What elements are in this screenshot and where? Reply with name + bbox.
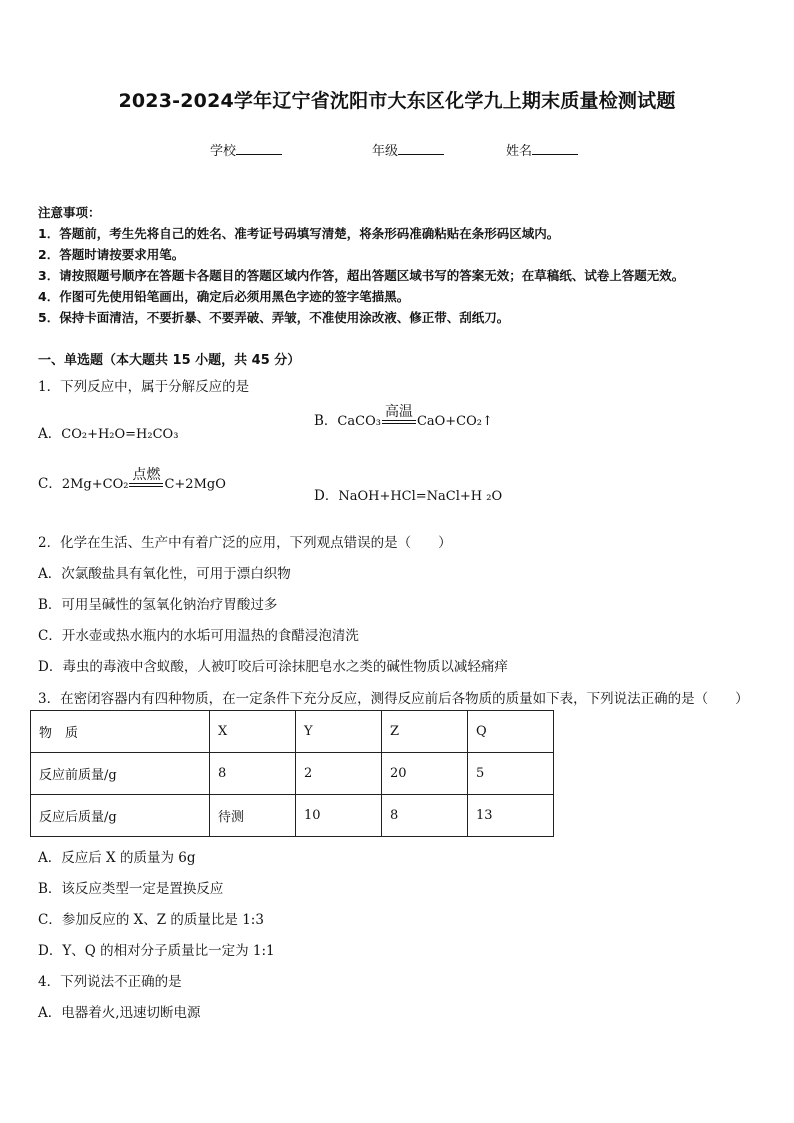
q2-option: C．开水壶或热水瓶内的水垢可用温热的食醋浸泡清洗 <box>38 628 359 644</box>
q3-option: B．该反应类型一定是置换反应 <box>38 881 224 897</box>
q1-option-b <box>314 404 493 429</box>
q3-option: A．反应后 X 的质量为 6g <box>38 850 196 866</box>
table-cell: 待测 <box>210 795 296 837</box>
page-title: 2023-2024学年辽宁省沈阳市大东区化学九上期末质量检测试题 <box>118 90 676 112</box>
notice-item: 4．作图可先使用铅笔画出，确定后必须用黑色字迹的签字笔描黑。 <box>38 289 410 304</box>
table-row <box>31 795 554 837</box>
table-cell: Z <box>382 711 468 753</box>
mass-table <box>30 710 554 837</box>
notice-item: 2．答题时请按要求用笔。 <box>38 247 185 262</box>
table-cell: 反应后质量/g <box>31 795 210 837</box>
table-cell: Y <box>296 711 382 753</box>
option-label: B． <box>314 413 338 429</box>
table-cell: 物 质 <box>31 711 210 753</box>
condition-text: 点燃 <box>132 467 161 483</box>
q4-option: A．电器着火,迅速切断电源 <box>38 1005 201 1021</box>
grade-blank <box>398 142 444 155</box>
reaction-condition <box>382 404 416 429</box>
option-label: C． <box>38 476 62 492</box>
table-cell: 8 <box>210 753 296 795</box>
equals-sign <box>129 483 163 487</box>
q1-option-d <box>314 484 502 504</box>
notice-item: 5．保持卡面清洁，不要折暴、不要弄破、弄皱，不准使用涂改液、修正带、刮纸刀。 <box>38 310 510 325</box>
equals-sign <box>382 420 416 424</box>
q3-option: C．参加反应的 X、Z 的质量比是 1:3 <box>38 912 264 928</box>
section-heading: 一、单选题（本大题共 15 小题，共 45 分） <box>38 353 301 368</box>
name-label: 姓名 <box>506 144 533 159</box>
grade-label: 年级 <box>372 144 399 159</box>
question-4-stem: 4．下列说法不正确的是 <box>38 974 182 990</box>
grade-field <box>372 140 444 159</box>
table-row <box>31 753 554 795</box>
q2-option: A．次氯酸盐具有氧化性，可用于漂白织物 <box>38 566 291 582</box>
school-blank <box>236 142 282 155</box>
table-cell: X <box>210 711 296 753</box>
school-label: 学校 <box>210 144 237 159</box>
table-cell: 8 <box>382 795 468 837</box>
option-label: D． <box>314 488 339 504</box>
equation-left: 2Mg+CO₂ <box>61 477 129 492</box>
q3-option: D．Y、Q 的相对分子质量比一定为 1:1 <box>38 943 275 959</box>
school-field <box>210 140 282 159</box>
equation-right: C+2MgO <box>164 477 226 492</box>
condition-text: 高温 <box>384 404 413 420</box>
table-cell: 10 <box>296 795 382 837</box>
notice-heading: 注意事项： <box>38 205 101 220</box>
question-3-stem: 3．在密闭容器内有四种物质，在一定条件下充分反应，测得反应前后各物质的质量如下表，下列说法正确的是（ ） <box>38 691 749 707</box>
question-2-stem: 2．化学在生活、生产中有着广泛的应用，下列观点错误的是（ ） <box>38 535 452 551</box>
table-cell: 5 <box>468 753 554 795</box>
notice-item: 1．答题前，考生先将自己的姓名、准考证号码填写清楚，将条形码准确粘贴在条形码区域内。 <box>38 226 560 241</box>
q2-option: D．毒虫的毒液中含蚁酸，人被叮咬后可涂抹肥皂水之类的碱性物质以减轻痛痒 <box>38 659 508 675</box>
equation-left: CaCO₃ <box>337 414 381 429</box>
table-cell: Q <box>468 711 554 753</box>
table-cell: 13 <box>468 795 554 837</box>
name-field <box>506 140 578 159</box>
reaction-condition <box>129 467 163 492</box>
table-cell: 反应前质量/g <box>31 753 210 795</box>
question-1-stem: 1．下列反应中，属于分解反应的是 <box>38 379 250 395</box>
table-cell: 2 <box>296 753 382 795</box>
q2-option: B．可用呈碱性的氢氧化钠治疗胃酸过多 <box>38 597 278 613</box>
notice-item: 3．请按照题号顺序在答题卡各题目的答题区域内作答，超出答题区域书写的答案无效；在草稿纸、试卷上答题无效。 <box>38 268 685 283</box>
table-row <box>31 711 554 753</box>
q1-option-a <box>38 422 178 442</box>
equation: CO₂+H₂O=H₂CO₃ <box>61 427 179 442</box>
equation: NaOH+HCl=NaCl+H ₂O <box>338 489 503 504</box>
table-cell: 20 <box>382 753 468 795</box>
option-label: A． <box>38 426 62 442</box>
name-blank <box>532 142 578 155</box>
equation-right: CaO+CO₂↑ <box>416 414 493 429</box>
q1-option-c <box>38 467 226 492</box>
